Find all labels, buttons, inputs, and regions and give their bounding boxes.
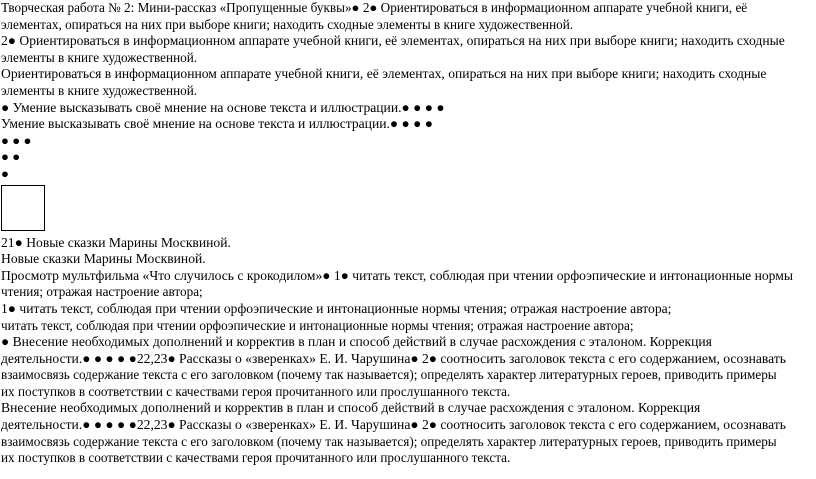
text-line: их поступков в соответствии с качествами героя прочитанного или прослушанного текста. [1, 450, 511, 466]
text-line: деятельности.● ● ● ● ●22,23● Рассказы о «зверенках» Е. И. Чарушина● 2● соотносить заголовок текста с его содержанием, осознавать [1, 350, 786, 366]
text-line: читать текст, соблюдая при чтении орфоэпические и интонационные нормы чтения; отражая настроение автора; [1, 317, 634, 333]
text-line: элементы в книге художественной. [1, 49, 198, 65]
text-line: деятельности.● ● ● ● ●22,23● Рассказы о «зверенках» Е. И. Чарушина● 2● соотносить заголовок текста с его содержанием, осознавать [1, 417, 786, 433]
text-line: Умение высказывать своё мнение на основе текста и иллюстрации.● ● ● ● [1, 116, 433, 132]
text-line: ● Умение высказывать своё мнение на основе текста и иллюстрации.● ● ● ● [1, 99, 445, 115]
text-line: Внесение необходимых дополнений и корректив в план и способ действий в случае расхождения с эталоном. Коррекция [1, 400, 701, 416]
empty-box-area [1, 183, 813, 235]
text-line: взаимосвязь содержание текста с его заголовком (почему так называется); определять характер литературных героев, приводить примеры [1, 367, 777, 383]
text-line: 21● Новые сказки Марины Москвиной. [1, 234, 231, 250]
text-line: Новые сказки Марины Москвиной. [1, 251, 206, 267]
empty-frame [1, 185, 45, 231]
text-line: чтения; отражая настроение автора; [1, 284, 203, 300]
text-line: Просмотр мультфильма «Что случилось с крокодилом»● 1● читать текст, соблюдая при чтении орфоэпические и интонационные нормы [1, 267, 793, 283]
text-line: 1● читать текст, соблюдая при чтении орфоэпические и интонационные нормы чтения; отражая настроение автора; [1, 300, 672, 316]
bullet-line: ● ● ● [1, 132, 32, 148]
text-line: их поступков в соответствии с качествами героя прочитанного или прослушанного текста. [1, 383, 511, 399]
text-line: ● Внесение необходимых дополнений и корректив в план и способ действий в случае расхождения с эталоном. Коррекция [1, 334, 712, 350]
bullet-line: ● [1, 165, 9, 181]
bullet-line: ● ● [1, 149, 21, 165]
text-line: элементах, опираться на них при выборе книги; находить сходные элементы в книге художественной. [1, 16, 574, 32]
text-line: 2● Ориентироваться в информационном аппарате учебной книги, её элементах, опираться на них при выборе книги; находить сходные [1, 33, 785, 49]
document-body [1, 0, 813, 467]
text-line: Творческая работа № 2: Мини-рассказ «Пропущенные буквы»● 2● Ориентироваться в информационном аппарате учебной книги, её [1, 0, 748, 15]
text-line: взаимосвязь содержание текста с его заголовком (почему так называется); определять характер литературных героев, приводить примеры [1, 433, 777, 449]
text-line: элементы в книге художественной. [1, 82, 198, 98]
text-line: Ориентироваться в информационном аппарате учебной книги, её элементах, опираться на них при выборе книги; находить сходные [1, 66, 767, 82]
